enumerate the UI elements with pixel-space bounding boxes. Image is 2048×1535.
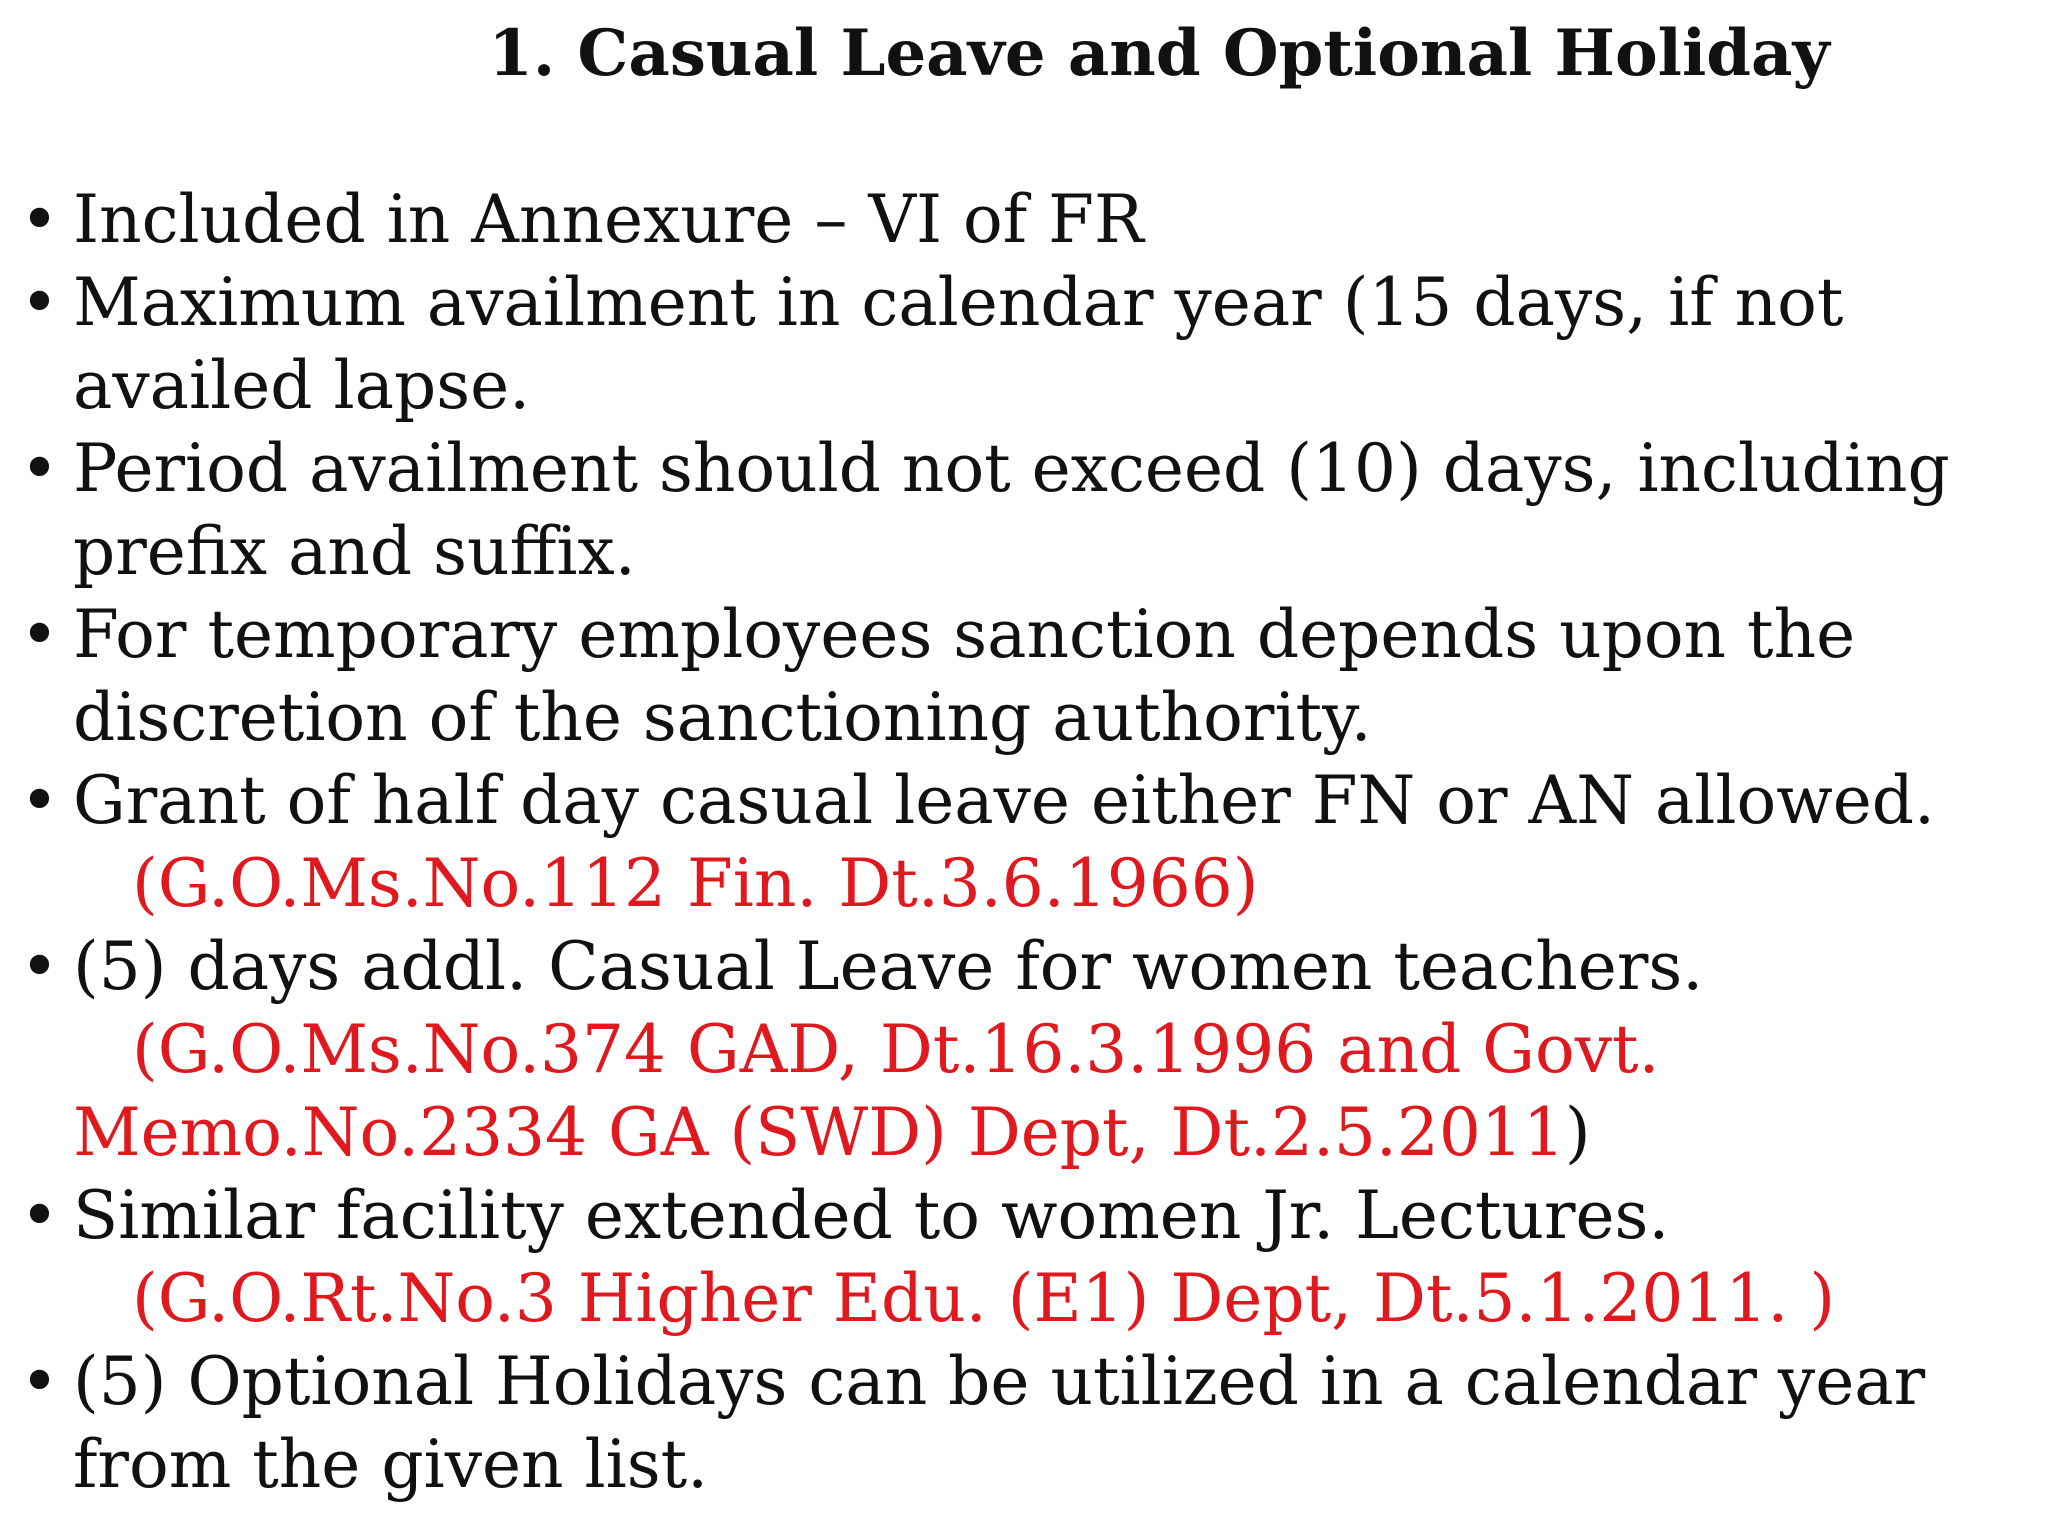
bullet-icon: • [20, 1343, 59, 1420]
reference-text: (G.O.Ms.No.112 Fin. Dt.3.6.1966) [132, 845, 1259, 922]
bullet-icon: • [20, 430, 59, 507]
bullet-item [0, 1340, 2048, 1423]
bullet-text: Maximum availment in calendar year (15 days, if not [73, 264, 1844, 341]
reference-text: Memo.No.2334 GA (SWD) Dept, Dt.2.5.2011 [73, 1094, 1565, 1171]
reference-line [0, 842, 2048, 925]
bullet-text: Period availment should not exceed (10) days, including [73, 430, 1950, 507]
bullet-text: (5) days addl. Casual Leave for women teachers. [73, 928, 1704, 1005]
reference-line [0, 1008, 2048, 1091]
bullet-text: discretion of the sanctioning authority. [73, 679, 1372, 756]
bullet-item [0, 925, 2048, 1008]
bullet-text: availed lapse. [73, 347, 531, 424]
bullet-item [0, 759, 2048, 842]
bullet-list [0, 178, 2048, 1506]
bullet-icon: • [20, 762, 59, 839]
bullet-item [0, 178, 2048, 261]
bullet-text: For temporary employees sanction depends upon the [73, 596, 1856, 673]
bullet-continuation [0, 676, 2048, 759]
reference-text: (G.O.Ms.No.374 GAD, Dt.16.3.1996 and Govt. [132, 1011, 1660, 1088]
slide-title: 1. Casual Leave and Optional Holiday [488, 16, 1830, 91]
reference-line [0, 1091, 2048, 1174]
reference-closing-paren: ) [1564, 1094, 1591, 1171]
bullet-text: from the given list. [73, 1426, 709, 1503]
bullet-text: Included in Annexure – VI of FR [73, 181, 1144, 258]
bullet-continuation [0, 510, 2048, 593]
bullet-text: Similar facility extended to women Jr. Lectures. [73, 1177, 1670, 1254]
bullet-continuation [0, 1423, 2048, 1506]
bullet-item [0, 593, 2048, 676]
reference-line-wrap [73, 1091, 1591, 1174]
bullet-item [0, 261, 2048, 344]
bullet-icon: • [20, 1177, 59, 1254]
bullet-continuation [0, 344, 2048, 427]
bullet-item [0, 427, 2048, 510]
bullet-icon: • [20, 181, 59, 258]
bullet-text: Grant of half day casual leave either FN or AN allowed. [73, 762, 1936, 839]
reference-line [0, 1257, 2048, 1340]
reference-text: (G.O.Rt.No.3 Higher Edu. (E1) Dept, Dt.5.1.2011. ) [132, 1260, 1836, 1337]
bullet-text: prefix and suffix. [73, 513, 636, 590]
bullet-item [0, 1174, 2048, 1257]
bullet-text: (5) Optional Holidays can be utilized in a calendar year [73, 1343, 1926, 1420]
bullet-icon: • [20, 264, 59, 341]
bullet-icon: • [20, 928, 59, 1005]
bullet-icon: • [20, 596, 59, 673]
